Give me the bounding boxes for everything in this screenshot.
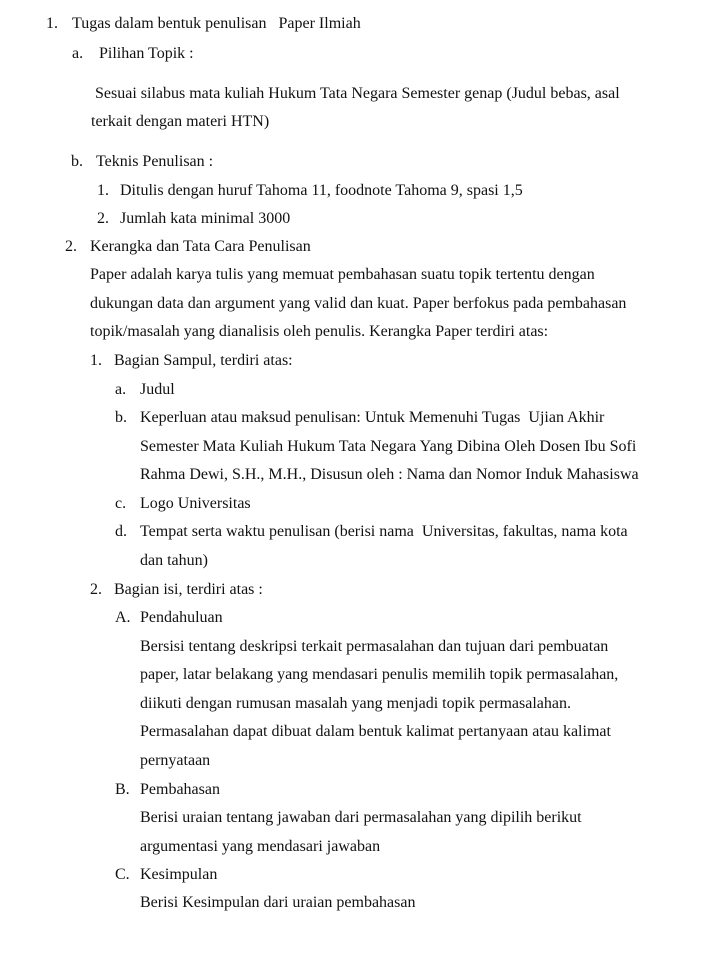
pendahuluan-line1: Bersisi tentang deskripsi terkait permasalahan dan tujuan dari pembuatan <box>140 638 609 655</box>
pendahuluan-line5: pernyataan <box>140 752 211 769</box>
pembahasan-line2: argumentasi yang mendasari jawaban <box>140 838 381 855</box>
isi-B-title: Pembahasan <box>140 781 220 798</box>
sampul-b-line3: Rahma Dewi, S.H., M.H., Disusun oleh : Nama dan Nomor Induk Mahasiswa <box>140 466 639 483</box>
teknis-item1-marker: 1. <box>97 182 109 199</box>
pendahuluan-line4: Permasalahan dapat dibuat dalam bentuk kalimat pertanyaan atau kalimat <box>140 723 611 740</box>
isi-C-title: Kesimpulan <box>140 866 218 883</box>
part2-title: Bagian isi, terdiri atas : <box>114 581 263 598</box>
section2-number: 2. <box>65 238 77 255</box>
pendahuluan-line3: diikuti dengan rumusan masalah yang menjadi topik permasalahan. <box>140 695 571 712</box>
sampul-c-text: Logo Universitas <box>140 495 251 512</box>
teknis-item2-marker: 2. <box>97 210 109 227</box>
section1-b-title: Teknis Penulisan : <box>96 153 214 170</box>
topic-text-line1: Sesuai silabus mata kuliah Hukum Tata Negara Semester genap (Judul bebas, asal <box>95 85 620 102</box>
part2-marker: 2. <box>90 581 102 598</box>
sampul-a-marker: a. <box>115 381 127 398</box>
isi-A-marker: A. <box>115 609 131 626</box>
section1-a-marker: a. <box>72 45 84 62</box>
sampul-d-line1: Tempat serta waktu penulisan (berisi nama Universitas, fakultas, nama kota <box>140 523 628 540</box>
teknis-item2-text: Jumlah kata minimal 3000 <box>120 210 291 227</box>
sampul-b-line2: Semester Mata Kuliah Hukum Tata Negara Yang Dibina Oleh Dosen Ibu Sofi <box>140 438 637 455</box>
part1-marker: 1. <box>90 352 102 369</box>
teknis-item1-text: Ditulis dengan huruf Tahoma 11, foodnote Tahoma 9, spasi 1,5 <box>120 182 523 199</box>
isi-A-title: Pendahuluan <box>140 609 223 626</box>
intro-line2: dukungan data dan argument yang valid dan kuat. Paper berfokus pada pembahasan <box>90 295 627 312</box>
pendahuluan-line2: paper, latar belakang yang mendasari penulis memilih topik permasalahan, <box>140 666 619 683</box>
sampul-b-marker: b. <box>115 409 127 426</box>
sampul-a-text: Judul <box>140 381 175 398</box>
sampul-d-marker: d. <box>115 523 127 540</box>
intro-line3: topik/masalah yang dianalisis oleh penulis. Kerangka Paper terdiri atas: <box>90 323 549 340</box>
kesimpulan-line1: Berisi Kesimpulan dari uraian pembahasan <box>140 894 416 911</box>
sampul-b-line1: Keperluan atau maksud penulisan: Untuk Memenuhi Tugas Ujian Akhir <box>140 409 605 426</box>
section1-number: 1. <box>46 15 58 32</box>
section1-title: Tugas dalam bentuk penulisan Paper Ilmiah <box>72 15 361 32</box>
pembahasan-line1: Berisi uraian tentang jawaban dari permasalahan yang dipilih berikut <box>140 809 582 826</box>
isi-B-marker: B. <box>115 781 130 798</box>
isi-C-marker: C. <box>115 866 130 883</box>
section2-title: Kerangka dan Tata Cara Penulisan <box>90 238 311 255</box>
sampul-c-marker: c. <box>115 495 127 512</box>
intro-line1: Paper adalah karya tulis yang memuat pembahasan suatu topik tertentu dengan <box>90 266 595 283</box>
section1-b-marker: b. <box>71 153 83 170</box>
part1-title: Bagian Sampul, terdiri atas: <box>114 352 293 369</box>
section1-a-title: Pilihan Topik : <box>99 45 194 62</box>
topic-text-line2: terkait dengan materi HTN) <box>91 113 270 130</box>
sampul-d-line2: dan tahun) <box>140 552 208 569</box>
